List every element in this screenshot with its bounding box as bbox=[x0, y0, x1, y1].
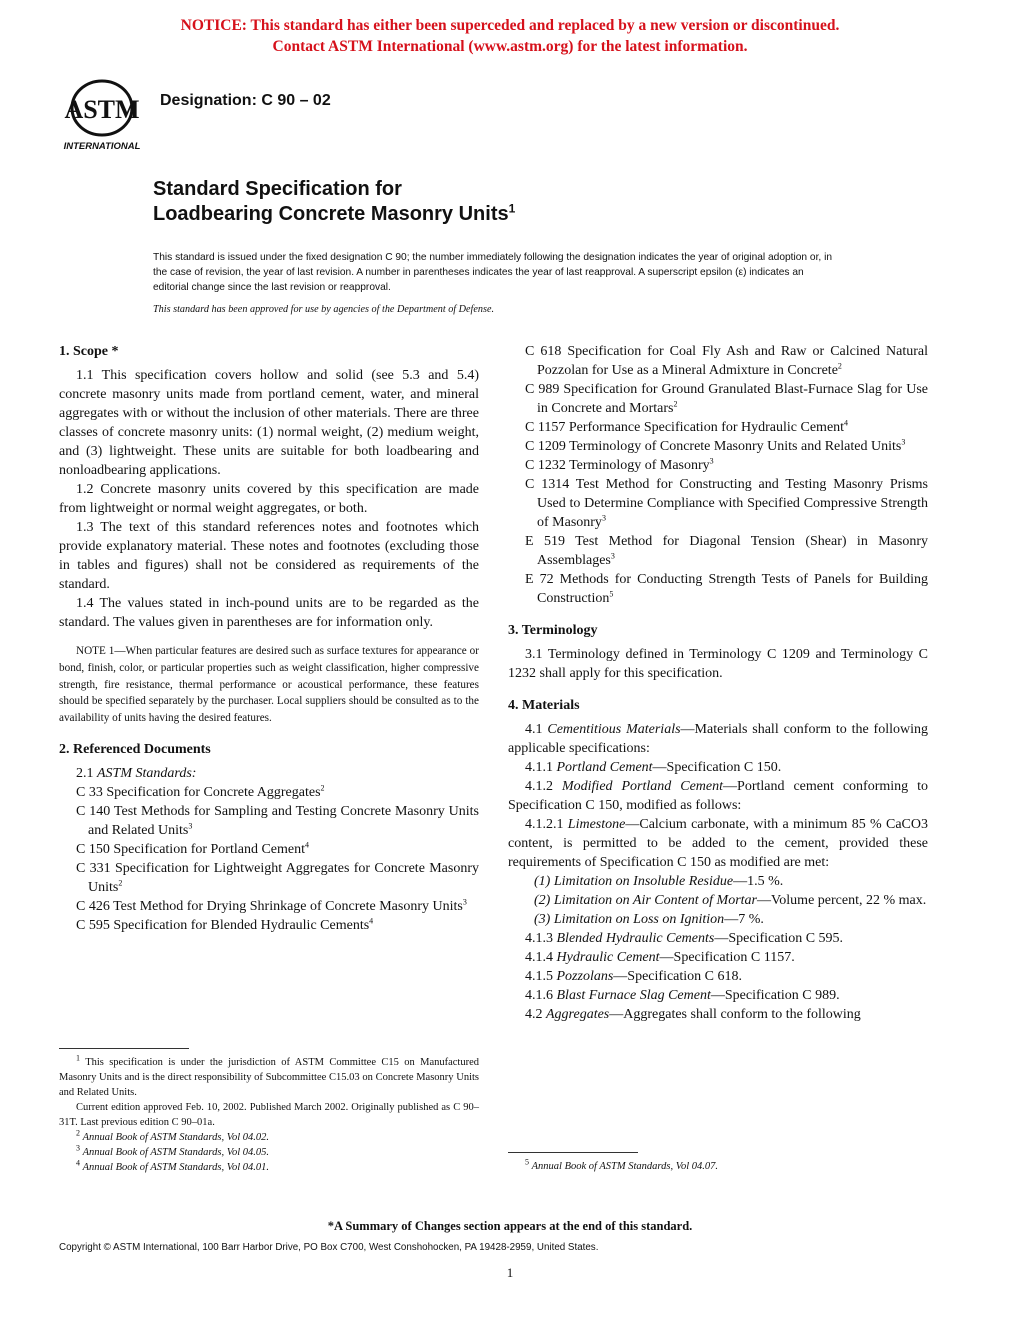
footnote-rule-left bbox=[59, 1048, 189, 1049]
materials-item bbox=[508, 910, 928, 929]
materials-item bbox=[508, 815, 928, 872]
clause-term: Cementitious Materials bbox=[547, 722, 681, 737]
notice-banner bbox=[0, 15, 1020, 57]
footnote-ref: 3 bbox=[188, 821, 193, 831]
reference-item bbox=[525, 437, 928, 456]
materials-item bbox=[508, 1005, 928, 1024]
clause-term: (1) Limitation on Insoluble Residue bbox=[534, 874, 734, 889]
copyright: Copyright © ASTM International, 100 Barr Harbor Drive, PO Box C700, West Conshohocken, PA 19428-2959, United States. bbox=[59, 1242, 599, 1253]
refdocs-sub-label: ASTM Standards: bbox=[97, 765, 197, 781]
footnote-ref: 2 bbox=[837, 361, 842, 371]
footnote-ref: 2 bbox=[673, 399, 678, 409]
footnote-number: 3 bbox=[76, 1143, 80, 1153]
title-line-2 bbox=[153, 202, 515, 227]
reference-text: C 1209 Terminology of Concrete Masonry Units and Related Units bbox=[525, 439, 902, 454]
reference-text: C 1314 Test Method for Constructing and Testing Masonry Prisms Used to Determine Compliance with Specified Compressive Strength of Masonry bbox=[525, 477, 928, 530]
footnote-text: Current edition approved Feb. 10, 2002. Published March 2002. Originally published as C 90–31T. Last previous edition C 90–01a. bbox=[59, 1102, 479, 1128]
footnotes-left bbox=[59, 1055, 479, 1175]
footnote-number: 1 bbox=[76, 1053, 80, 1063]
footnote-number: 5 bbox=[525, 1157, 529, 1167]
ref-list-left bbox=[59, 783, 479, 935]
clause-term: Modified Portland Cement bbox=[561, 779, 724, 794]
clause-term: Portland Cement bbox=[556, 760, 653, 775]
clause-text: —Materials shall conform to the following applicable specifications: bbox=[508, 722, 928, 756]
left-column bbox=[59, 342, 479, 935]
footnote-number: 4 bbox=[76, 1158, 80, 1168]
clause-term: (3) Limitation on Loss on Ignition bbox=[534, 912, 725, 927]
reference-item bbox=[525, 342, 928, 380]
title-line-1: Standard Specification for bbox=[153, 178, 402, 200]
clause-text: —7 %. bbox=[724, 912, 764, 927]
clause-term: Blast Furnace Slag Cement bbox=[556, 988, 711, 1003]
clause-term: Aggregates bbox=[546, 1007, 610, 1022]
footnote bbox=[508, 1159, 928, 1174]
footnote-text: Annual Book of ASTM Standards, Vol 04.07. bbox=[531, 1161, 718, 1172]
clause-text: —Portland cement conforming to Specification C 150, modified as follows: bbox=[508, 779, 929, 813]
footnote-ref: 2 bbox=[320, 783, 325, 793]
footnote bbox=[59, 1145, 479, 1160]
reference-item bbox=[525, 418, 928, 437]
materials-item bbox=[508, 872, 928, 891]
reference-text: E 72 Methods for Conducting Strength Tests of Panels for Building Construction bbox=[525, 572, 928, 606]
footnote-number: 2 bbox=[76, 1128, 80, 1138]
clause-number: 4.1.1 bbox=[525, 760, 553, 775]
ref-list-right bbox=[508, 342, 928, 608]
reference-item bbox=[76, 840, 479, 859]
refdocs-heading: 2. Referenced Documents bbox=[59, 741, 211, 757]
reference-item bbox=[525, 456, 928, 475]
reference-text: C 1157 Performance Specification for Hydraulic Cement bbox=[525, 420, 845, 435]
reference-text: C 595 Specification for Blended Hydraulic Cements bbox=[76, 917, 370, 933]
reference-item bbox=[76, 802, 479, 840]
clause-term: Pozzolans bbox=[556, 969, 614, 984]
footnote-text: This specification is under the jurisdiction of ASTM Committee C15 on Manufactured Masonry Units and is the direct responsibility of Subcommittee C15.03 on Concrete Masonry Units and Related Units. bbox=[59, 1057, 479, 1098]
reference-text: C 618 Specification for Coal Fly Ash and Raw or Calcined Natural Pozzolan for Use as a Mineral Admixture in Concrete bbox=[525, 344, 928, 378]
footnote bbox=[59, 1160, 479, 1175]
reference-text: C 150 Specification for Portland Cement bbox=[76, 841, 306, 857]
terminology-3-1: 3.1 Terminology defined in Terminology C 1209 and Terminology C 1232 shall apply for this specification. bbox=[508, 647, 928, 681]
reference-text: C 1232 Terminology of Masonry bbox=[525, 458, 710, 473]
footnote-ref: 2 bbox=[118, 878, 123, 888]
refdocs-sub bbox=[59, 764, 479, 783]
materials-item bbox=[508, 891, 928, 910]
footnote-ref: 4 bbox=[844, 418, 849, 428]
notice-line-1: NOTICE: This standard has either been superceded and replaced by a new version or discontinued. bbox=[180, 17, 840, 34]
scope-1-3: 1.3 The text of this standard references notes and footnotes which provide explanatory material. These notes and footnotes (excluding those in tables and figures) shall not be considered as requirements of the standard. bbox=[59, 520, 479, 592]
astm-logo bbox=[58, 78, 148, 154]
reference-text: C 33 Specification for Concrete Aggregates bbox=[76, 784, 321, 800]
reference-item bbox=[525, 570, 928, 608]
clause-text: —Volume percent, 22 % max. bbox=[756, 893, 927, 908]
clause-text: —Specification C 150. bbox=[652, 760, 782, 775]
clause-term: Blended Hydraulic Cements bbox=[556, 931, 715, 946]
reference-item bbox=[76, 859, 479, 897]
footnote-ref: 4 bbox=[305, 840, 310, 850]
clause-number: 4.1.2 bbox=[525, 779, 553, 794]
dod-approval: This standard has been approved for use by agencies of the Department of Defense. bbox=[153, 304, 495, 315]
footnote-text: Annual Book of ASTM Standards, Vol 04.05. bbox=[82, 1147, 269, 1158]
materials-item bbox=[508, 929, 928, 948]
page-number: 1 bbox=[506, 1265, 514, 1280]
materials-item bbox=[508, 758, 928, 777]
clause-text: —Calcium carbonate, with a minimum 85 % CaCO3 content, is permitted to be added to the cement, provided these requirements of Specification C 150 as modified are met: bbox=[508, 817, 928, 870]
materials-item bbox=[508, 720, 928, 758]
reference-text: C 989 Specification for Ground Granulated Blast-Furnace Slag for Use in Concrete and Mortars bbox=[525, 382, 928, 416]
title-footnote-ref: 1 bbox=[508, 201, 516, 216]
footnote-ref: 3 bbox=[462, 897, 467, 907]
reference-text: C 426 Test Method for Drying Shrinkage of Concrete Masonry Units bbox=[76, 898, 463, 914]
clause-text: —Specification C 1157. bbox=[659, 950, 795, 965]
materials-item bbox=[508, 967, 928, 986]
materials-item bbox=[508, 948, 928, 967]
clause-text: —Aggregates shall conform to the following bbox=[609, 1007, 861, 1022]
clause-number: 4.1.3 bbox=[525, 931, 553, 946]
clause-text: —Specification C 595. bbox=[714, 931, 844, 946]
scope-1-1: 1.1 This specification covers hollow and solid (see 5.3 and 5.4) concrete masonry units made from portland cement, water, and mineral aggregates with or without the inclusion of other materials. There are three classes of concrete masonry units: (1) normal weight, (2) medium weight, and (3) lightweight. These units are suitable for both loadbearing and nonloadbearing applications. bbox=[59, 368, 479, 478]
issuance-statement: This standard is issued under the fixed designation C 90; the number immediately following the designation indicates the year of original adoption or, in the case of revision, the year of last revision. A number in parentheses indicates the year of last reapproval. A superscript epsilon (ε) indicates an editorial change since the last revision or reapproval. bbox=[153, 252, 833, 293]
footnote bbox=[59, 1100, 479, 1130]
clause-number: 4.2 bbox=[525, 1007, 543, 1022]
clause-number: 4.1.4 bbox=[525, 950, 553, 965]
clause-number: 4.1.2.1 bbox=[525, 817, 564, 832]
clause-number: 4.1.5 bbox=[525, 969, 553, 984]
right-column bbox=[508, 342, 928, 1024]
clause-number: 4.1 bbox=[525, 722, 543, 737]
footnote-text: Annual Book of ASTM Standards, Vol 04.02. bbox=[82, 1132, 269, 1143]
footnote-ref: 3 bbox=[901, 437, 906, 447]
designation: Designation: C 90 – 02 bbox=[160, 92, 331, 109]
footnote bbox=[59, 1130, 479, 1145]
reference-text: E 519 Test Method for Diagonal Tension (Shear) in Masonry Assemblages bbox=[525, 534, 928, 568]
notice-line-2: Contact ASTM International (www.astm.org) for the latest information. bbox=[272, 38, 748, 55]
reference-text: C 331 Specification for Lightweight Aggregates for Concrete Masonry Units bbox=[76, 860, 479, 895]
terminology-heading: 3. Terminology bbox=[508, 623, 598, 638]
reference-text: C 140 Test Methods for Sampling and Testing Concrete Masonry Units and Related Units bbox=[76, 803, 479, 838]
reference-item bbox=[525, 380, 928, 418]
reference-item bbox=[76, 783, 479, 802]
footnote bbox=[59, 1055, 479, 1100]
clause-text: —Specification C 989. bbox=[710, 988, 840, 1003]
reference-item bbox=[525, 532, 928, 570]
materials-heading: 4. Materials bbox=[508, 698, 580, 713]
summary-of-changes: *A Summary of Changes section appears at the end of this standard. bbox=[327, 1219, 693, 1233]
logo-subtext: INTERNATIONAL bbox=[63, 141, 141, 152]
materials-item bbox=[508, 986, 928, 1005]
footnote-rule-right bbox=[508, 1152, 638, 1153]
footnote-ref: 4 bbox=[369, 916, 374, 926]
footnote-ref: 3 bbox=[709, 456, 714, 466]
reference-item bbox=[76, 897, 479, 916]
materials-list bbox=[508, 720, 928, 1024]
clause-number: 4.1.6 bbox=[525, 988, 553, 1003]
scope-1-2: 1.2 Concrete masonry units covered by this specification are made from lightweight or normal weight aggregates, or both. bbox=[59, 482, 479, 516]
scope-heading: 1. Scope * bbox=[59, 344, 119, 359]
logo-text: ASTM bbox=[64, 95, 140, 124]
footnote-text: Annual Book of ASTM Standards, Vol 04.01. bbox=[82, 1162, 269, 1173]
footnotes-right bbox=[508, 1159, 928, 1174]
footnote-ref: 3 bbox=[601, 513, 606, 523]
refdocs-sub-num: 2.1 bbox=[76, 765, 94, 781]
title-main: Loadbearing Concrete Masonry Units bbox=[153, 203, 509, 225]
clause-term: (2) Limitation on Air Content of Mortar bbox=[534, 893, 757, 908]
materials-item bbox=[508, 777, 928, 815]
scope-1-4: 1.4 The values stated in inch-pound units are to be regarded as the standard. The values given in parentheses are for information only. bbox=[59, 596, 479, 630]
reference-item bbox=[525, 475, 928, 532]
clause-term: Limestone bbox=[567, 817, 626, 832]
clause-text: —1.5 %. bbox=[733, 874, 784, 889]
clause-term: Hydraulic Cement bbox=[556, 950, 660, 965]
document-title bbox=[153, 177, 515, 227]
note-1: NOTE 1—When particular features are desired such as surface textures for appearance or bond, finish, color, or particular properties such as weight classification, higher compressive strength, fire resistance, thermal performance or acoustical performance, these features should be specified separately by the purchaser. Local suppliers should be consulted as to the availability of units having the desired features. bbox=[59, 645, 479, 725]
footnote-ref: 5 bbox=[609, 589, 614, 599]
footnote-ref: 3 bbox=[610, 551, 615, 561]
reference-item bbox=[76, 916, 479, 935]
clause-text: —Specification C 618. bbox=[613, 969, 742, 984]
